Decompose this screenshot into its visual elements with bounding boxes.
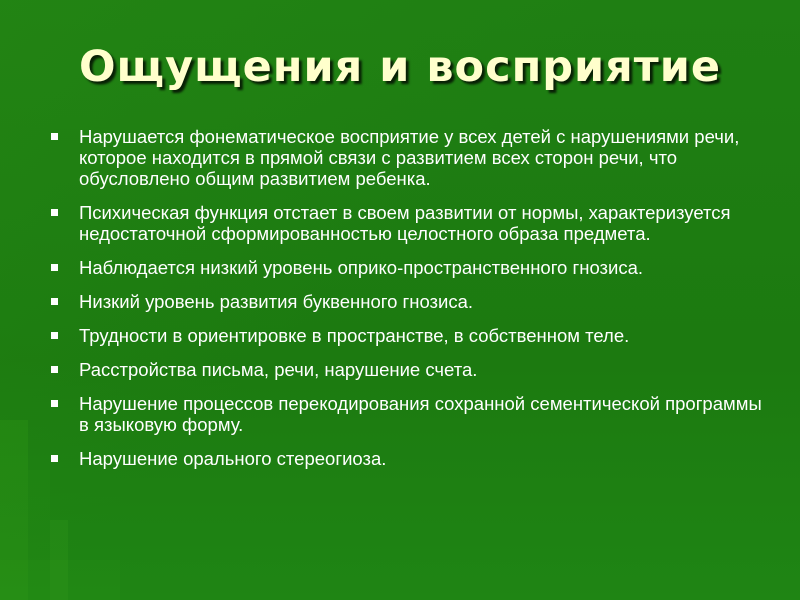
bullet-list (50, 126, 770, 482)
square-bullet-icon (51, 400, 58, 407)
square-bullet-icon (51, 133, 58, 140)
square-bullet-icon (51, 264, 58, 271)
bullet-text: Расстройства письма, речи, нарушение счета. (79, 359, 478, 380)
square-bullet-icon (51, 209, 58, 216)
square-bullet-icon (51, 332, 58, 339)
bullet-item (50, 448, 770, 469)
bullet-text: Психическая функция отстает в своем развитии от нормы, характеризуется недостаточной сформированностью целостного образа предмета. (79, 202, 731, 244)
bullet-item (50, 325, 770, 346)
decorative-stripe (0, 560, 120, 600)
bullet-text: Нарушение орального стереогиоза. (79, 448, 387, 469)
bullet-text: Нарушается фонематическое восприятие у всех детей с нарушениями речи, которое находится в прямой связи с развитием всех сторон речи, что обусловлено общим развитием ребенка. (79, 126, 740, 189)
bullet-text: Трудности в ориентировке в пространстве, в собственном теле. (79, 325, 630, 346)
bullet-item (50, 291, 770, 312)
bullet-item (50, 359, 770, 380)
bullet-item (50, 393, 770, 435)
bullet-item (50, 126, 770, 189)
bullet-text: Низкий уровень развития буквенного гнозиса. (79, 291, 474, 312)
square-bullet-icon (51, 298, 58, 305)
slide-title: Ощущения и восприятие (78, 42, 722, 92)
bullet-item (50, 257, 770, 278)
square-bullet-icon (51, 366, 58, 373)
bullet-text: Наблюдается низкий уровень оприко-пространственного гнозиса. (79, 257, 644, 278)
bullet-item (50, 202, 770, 244)
bullet-text: Нарушение процессов перекодирования сохранной сементической программы в языковую форму. (79, 393, 762, 435)
square-bullet-icon (51, 455, 58, 462)
